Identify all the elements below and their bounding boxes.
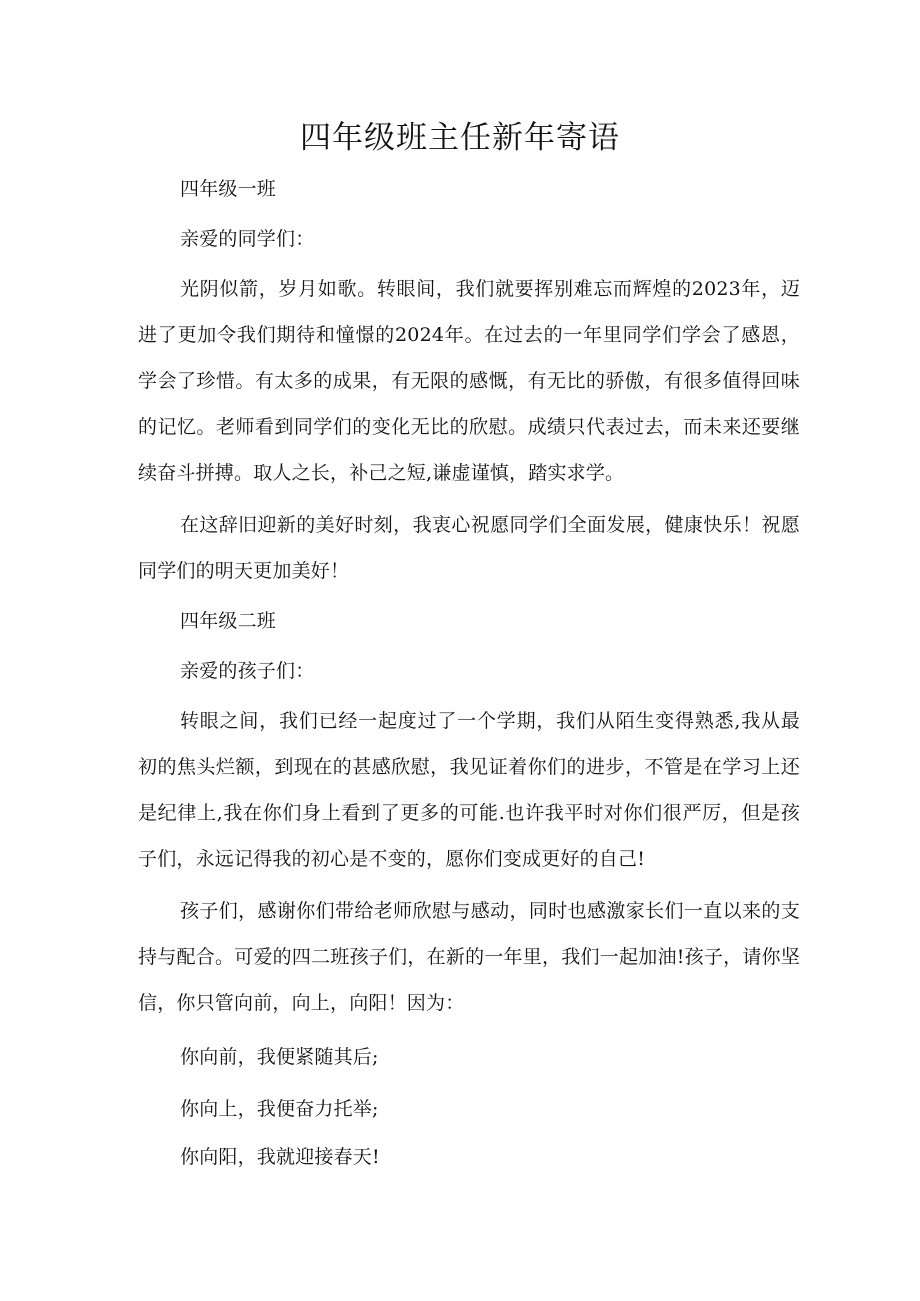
verse-line: 你向前，我便紧随其后; — [180, 1046, 379, 1068]
greeting: 亲爱的孩子们： — [180, 660, 315, 682]
class-name: 四年级一班 — [180, 178, 277, 200]
paragraph: 孩子们，感谢你们带给老师欣慰与感动，同时也感激家长们一直以来的支持与配合。可爱的四二班孩子们，在新的一年里，我们一起加油!孩子，请你坚信，你只管向前，向上，向阳！因为： — [138, 900, 800, 1014]
paragraph: 在这辞旧迎新的美好时刻，我衷心祝愿同学们全面发展，健康快乐！祝愿同学们的明天更加美好！ — [138, 514, 800, 582]
paragraph: 光阴似箭，岁月如歌。转眼间，我们就要挥别难忘而辉煌的2023年，迈进了更加令我们期待和憧憬的2024年。在过去的一年里同学们学会了感恩，学会了珍惜。有太多的成果，有无限的感慨，有无比的骄傲，有很多值得回味的记忆。老师看到同学们的变化无比的欣慰。成绩只代表过去，而未来还要继续奋斗拼搏。取人之长，补己之短,谦虚谨慎，踏实求学。 — [138, 278, 800, 484]
document-title: 四年级班主任新年寄语 — [300, 120, 620, 156]
section-class-1 — [138, 166, 800, 594]
verse-line: 你向上，我便奋力托举; — [180, 1098, 379, 1120]
verse-line: 你向阳，我就迎接春天! — [180, 1146, 380, 1168]
class-name: 四年级二班 — [180, 610, 277, 632]
section-class-2 — [138, 598, 800, 1180]
greeting: 亲爱的同学们： — [180, 228, 315, 250]
paragraph: 转眼之间，我们已经一起度过了一个学期，我们从陌生变得熟悉,我从最初的焦头烂额，到现在的甚感欣慰，我见证着你们的进步，不管是在学习上还是纪律上,我在你们身上看到了更多的可能.也许我平时对你们很严厉，但是孩子们，永远记得我的初心是不变的，愿你们变成更好的自己! — [138, 710, 800, 870]
